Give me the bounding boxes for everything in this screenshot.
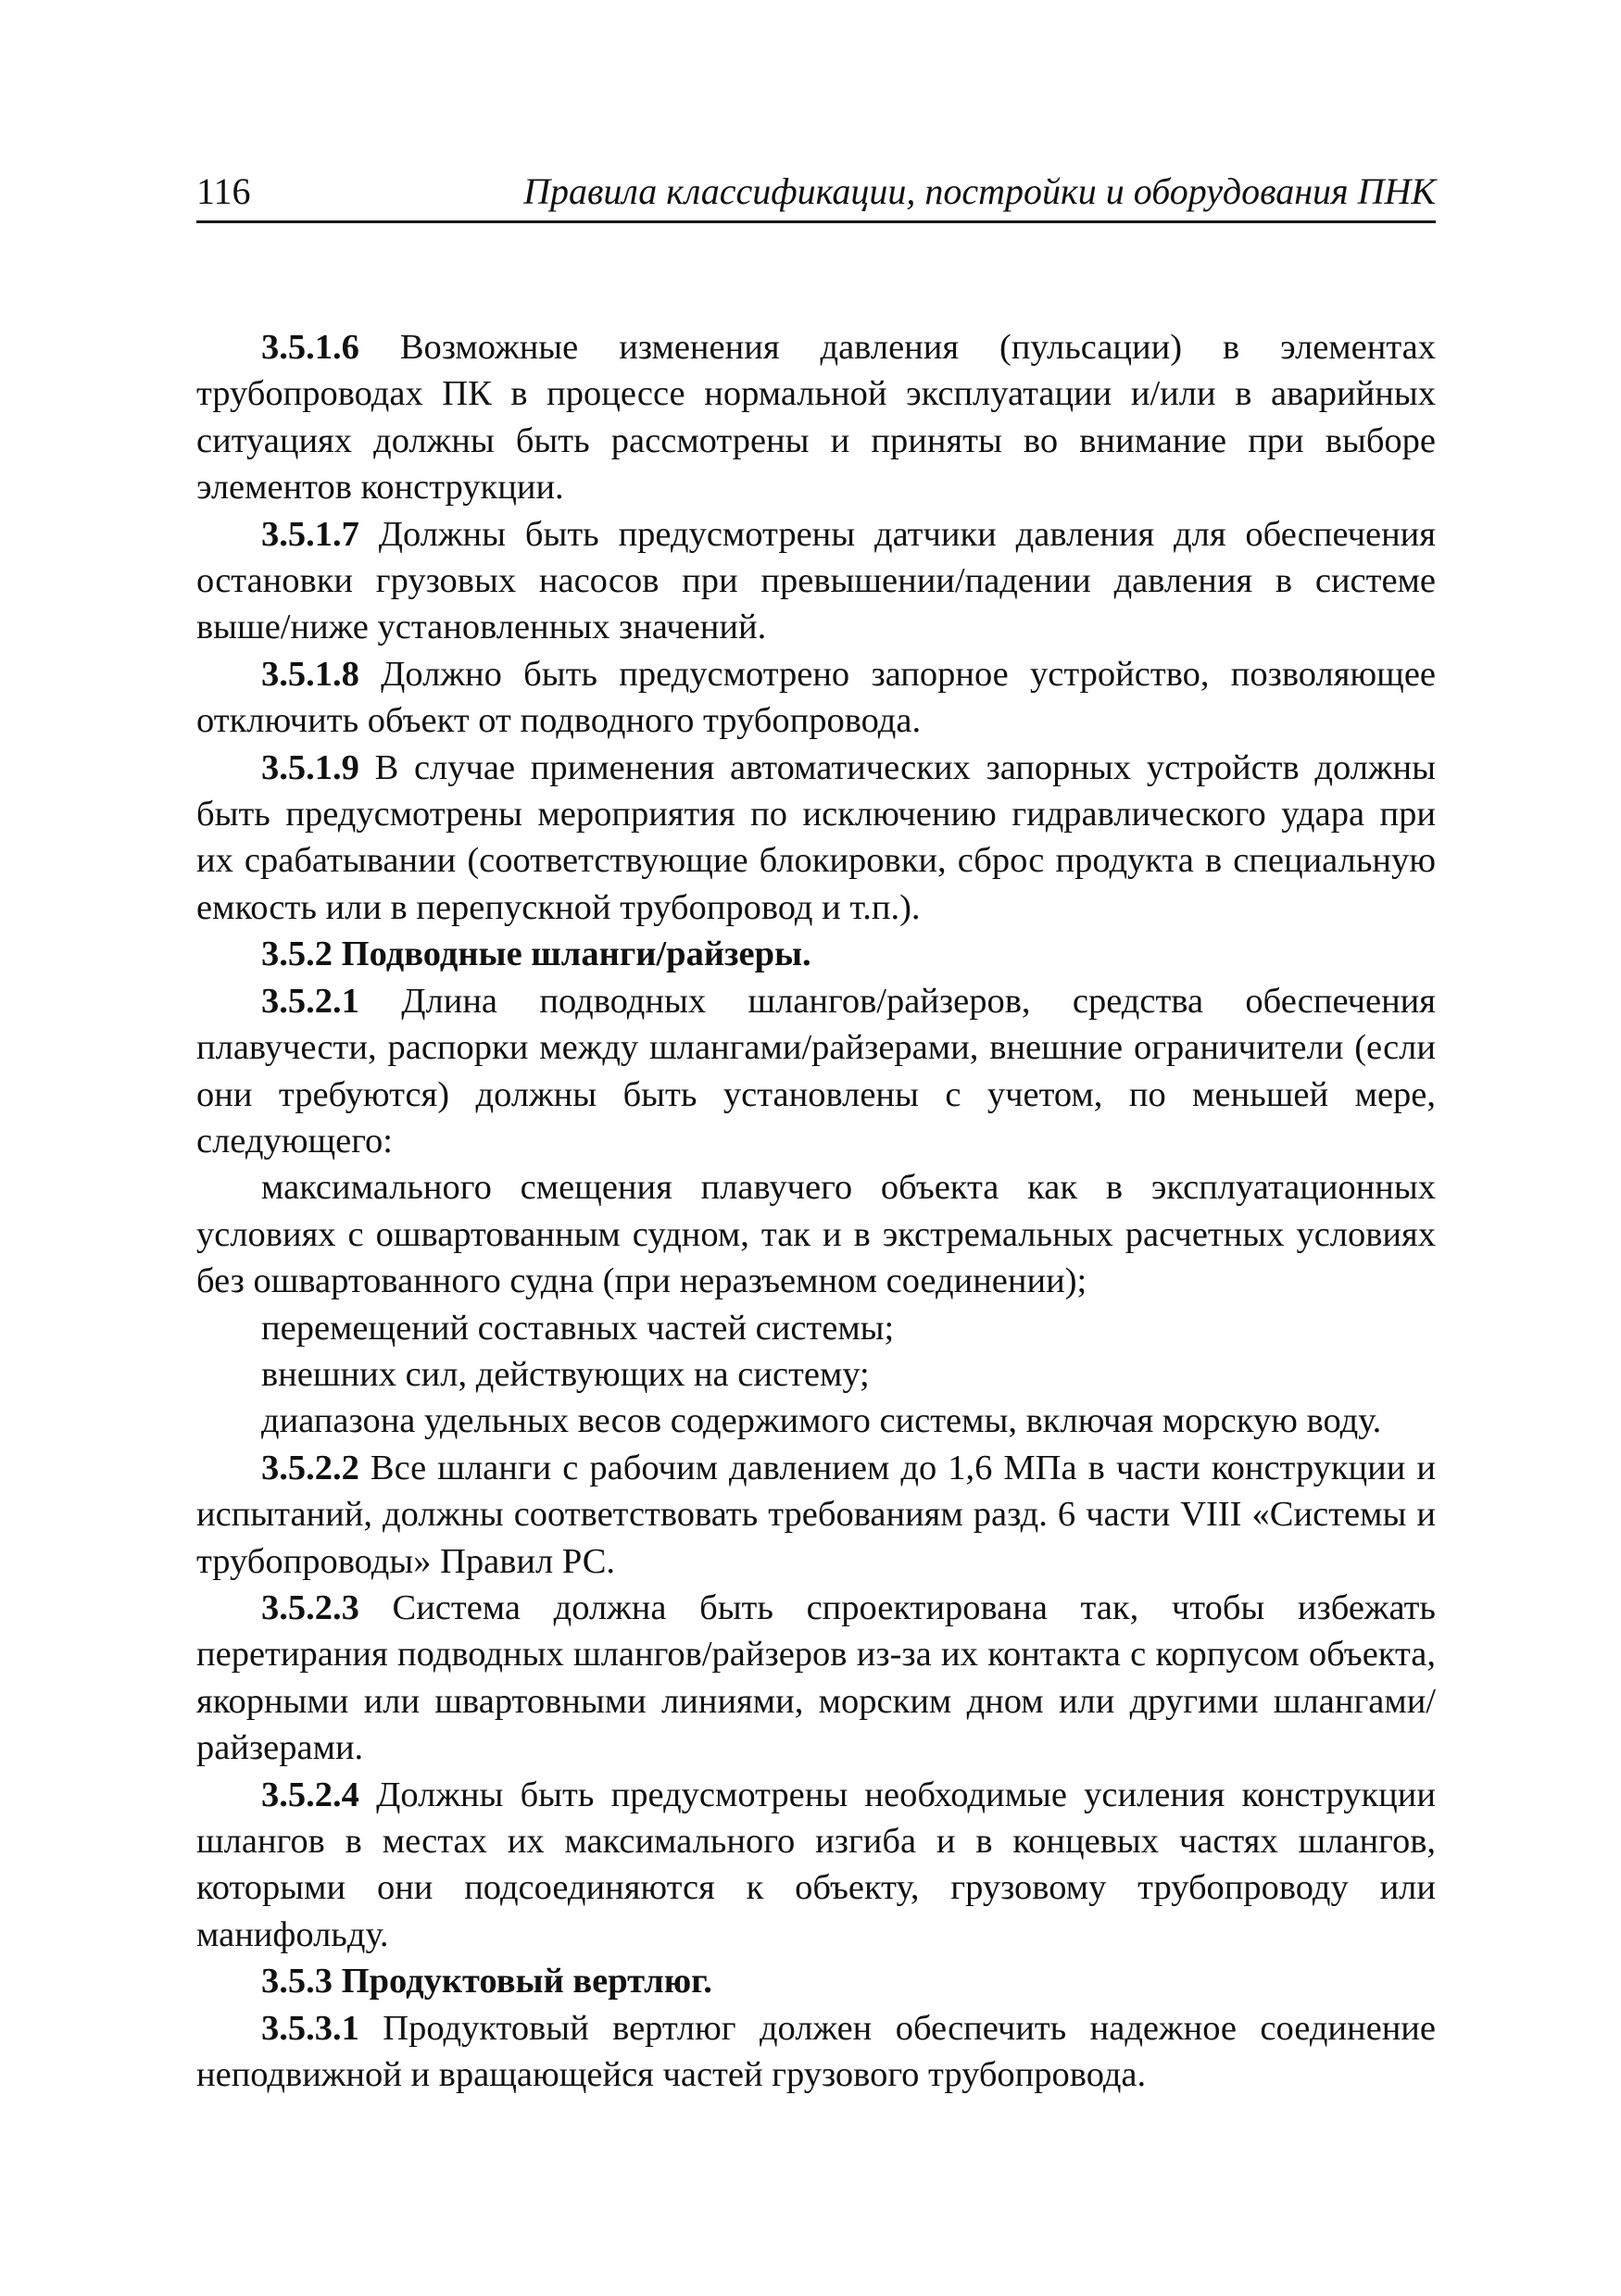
paragraph-text: диапазона удельных весов содержимого системы, включая морскую воду. xyxy=(261,1401,1382,1441)
paragraph-text: внешних сил, действующих на систему; xyxy=(261,1354,870,1394)
paragraph-text: Должны быть предусмотрены датчики давления для обеспечения остановки грузовых насосов при превышении/падении давления в системе выше/ниже установленных значений. xyxy=(196,514,1436,647)
clause-number: 3.5.2.2 xyxy=(261,1448,359,1487)
body-text xyxy=(196,324,1436,2098)
running-title: Правила классификации, постройки и оборудования ПНК xyxy=(523,170,1436,212)
clause-number: 3.5.2.1 xyxy=(261,981,359,1021)
paragraph-3-5-2-1 xyxy=(196,978,1436,1165)
paragraph-text: Возможные изменения давления (пульсации) в элементах трубопроводах ПК в процессе нормальной эксплуатации и/или в аварийных ситуациях должны быть рассмотрены и приняты во внимание при выборе элементов конструкции. xyxy=(196,328,1436,508)
list-item xyxy=(196,1164,1436,1304)
paragraph-text: Все шланги с рабочим давлением до 1,6 МПа в части конструкции и испытаний, должны соответствовать требованиям разд. 6 части VIII «Системы и трубопроводы» Правил РС. xyxy=(196,1448,1436,1581)
page-number: 116 xyxy=(196,170,251,212)
clause-number: 3.5.3.1 xyxy=(261,2008,359,2048)
section-heading-3-5-3 xyxy=(196,1958,1436,2004)
heading-text: Продуктовый вертлюг. xyxy=(333,1962,712,2001)
paragraph-text: перемещений составных частей системы; xyxy=(261,1308,895,1348)
clause-number: 3.5.2 xyxy=(261,935,333,974)
clause-number: 3.5.1.6 xyxy=(261,328,359,367)
paragraph-3-5-1-6 xyxy=(196,324,1436,511)
paragraph-text: Система должна быть спроектирована так, чтобы избежать перетирания подводных шлангов/райзеров из-за их контакта с корпусом объекта, якорными или швартовными линиями, морским дном или другими шлангами/райзерами. xyxy=(196,1587,1436,1768)
paragraph-3-5-3-1 xyxy=(196,2005,1436,2099)
heading-text: Подводные шланги/райзеры. xyxy=(333,935,811,974)
list-item xyxy=(196,1398,1436,1444)
clause-number: 3.5.1.8 xyxy=(261,654,359,694)
paragraph-3-5-1-7 xyxy=(196,511,1436,651)
paragraph-text: Длина подводных шлангов/райзеров, средства обеспечения плавучести, распорки между шлангами/райзерами, внешние ограничители (если они требуются) должны быть установлены с учетом, по меньшей мере, следующего: xyxy=(196,981,1436,1161)
paragraph-3-5-2-3 xyxy=(196,1585,1436,1772)
clause-number: 3.5.2.4 xyxy=(261,1775,359,1814)
paragraph-text: Продуктовый вертлюг должен обеспечить надежное соединение неподвижной и вращающейся частей грузового трубопровода. xyxy=(196,2008,1436,2095)
list-item xyxy=(196,1351,1436,1398)
paragraph-3-5-2-4 xyxy=(196,1772,1436,1959)
list-item xyxy=(196,1305,1436,1351)
section-heading-3-5-2 xyxy=(196,931,1436,977)
paragraph-3-5-1-8 xyxy=(196,651,1436,745)
paragraph-3-5-2-2 xyxy=(196,1445,1436,1585)
clause-number: 3.5.3 xyxy=(261,1962,333,2001)
clause-number: 3.5.1.7 xyxy=(261,514,359,554)
paragraph-text: Должны быть предусмотрены необходимые усиления конструкции шлангов в местах их максимального изгиба и в концевых частях шлангов, которыми они подсоединяются к объекту, грузовому трубопроводу или манифольду. xyxy=(196,1775,1436,1954)
clause-number: 3.5.1.9 xyxy=(261,747,359,787)
clause-number: 3.5.2.3 xyxy=(261,1587,359,1627)
paragraph-3-5-1-9 xyxy=(196,745,1436,932)
paragraph-text: Должно быть предусмотрено запорное устройство, позволяющее отключить объект от подводного трубопровода. xyxy=(196,654,1436,741)
paragraph-text: максимального смещения плавучего объекта как в эксплуатационных условиях с ошвартованным судном, так и в экстремальных расчетных условиях без ошвартованного судна (при неразъемном соединении); xyxy=(196,1168,1436,1301)
paragraph-text: В случае применения автоматических запорных устройств должны быть предусмотрены мероприятия по исключению гидравлического удара при их срабатывании (соответствующие блокировки, сброс продукта в специальную емкость или в перепускной трубопровод и т.п.). xyxy=(196,747,1436,927)
page-header xyxy=(196,165,1436,223)
